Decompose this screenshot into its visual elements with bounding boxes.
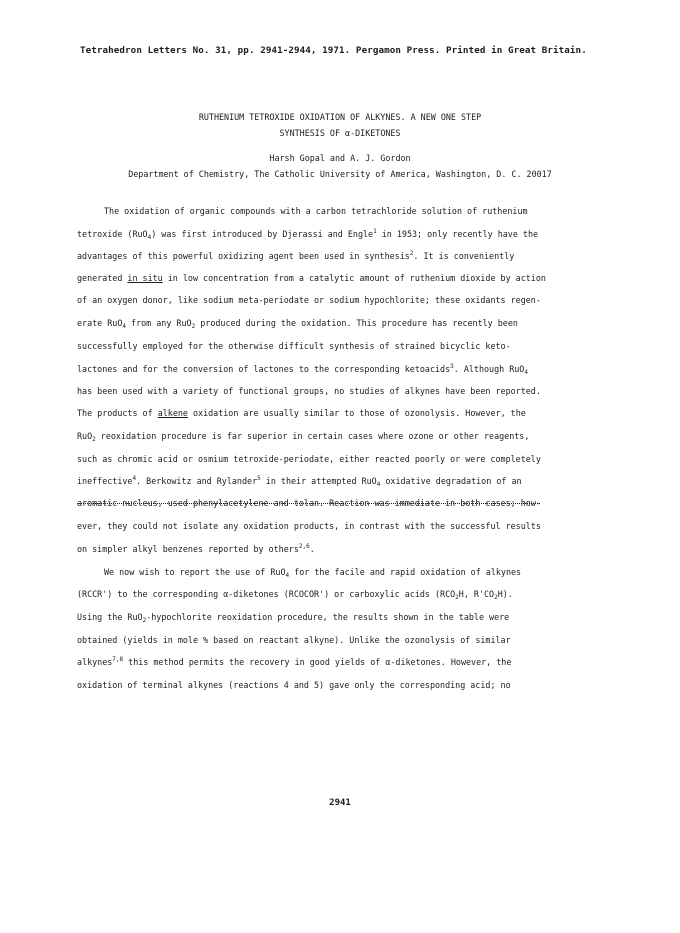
body-line: erate RuO$_4$ from any RuO$_2$ produced during the oxidation. This procedure has recently been — [77, 318, 518, 330]
body-line: successfully employed for the otherwise difficult synthesis of strained bicyclic keto- — [77, 341, 511, 351]
body-line: lactones and for the conversion of lactones to the corresponding ketoacids$^3$. Although RuO$_4$ — [77, 363, 528, 376]
body-line: advantages of this powerful oxidizing agent been used in synthesis$^2$. It is conveniently — [77, 250, 515, 261]
alkene-term: alkene — [157, 408, 188, 418]
in-situ-term: in situ — [127, 273, 163, 283]
body-line: ever, they could not isolate any oxidation products, in contrast with the successful results — [77, 521, 541, 531]
body-line: ineffective$^4$. Berkowitz and Rylander$^5$ in their attempted RuO$_4$ oxidative degradation of an — [77, 475, 522, 488]
body-line: Using the RuO$_2$-hypochlorite reoxidation procedure, the results shown in the table were — [77, 612, 510, 624]
body-line: alkynes$^{7,8}$ this method permits the recovery in good yields of α-diketones. However, the — [77, 656, 512, 667]
body-line: of an oxygen donor, like sodium meta-periodate or sodium hypochlorite; these oxidants regen- — [77, 295, 541, 305]
body-line: has been used with a variety of functional groups, no studies of alkynes have been reported. — [77, 386, 541, 396]
authors: Harsh Gopal and A. J. Gordon — [269, 153, 411, 163]
title-line-1: RUTHENIUM TETROXIDE OXIDATION OF ALKYNES. A NEW ONE STEP — [198, 112, 482, 122]
body-line: We now wish to report the use of RuO$_4$ for the facile and rapid oxidation of alkynes — [104, 567, 522, 579]
body-line: RuO$_2$ reoxidation procedure is far superior in certain cases where ozone or other reagents, — [77, 431, 530, 443]
body-line: oxidation of terminal alkynes (reactions 4 and 5) gave only the corresponding acid; no — [77, 680, 511, 690]
body-line: The products of alkene oxidation are usually similar to those of ozonolysis. However, the — [77, 408, 526, 418]
title-line-2: SYNTHESIS OF α-DIKETONES — [279, 128, 401, 138]
body-line: obtained (yields in mole % based on reactant alkyne). Unlike the ozonolysis of similar — [77, 635, 511, 645]
body-line: such as chromic acid or osmium tetroxide-periodate, either reacted poorly or were completely — [77, 454, 541, 464]
body-line: The oxidation of organic compounds with a carbon tetrachloride solution of ruthenium — [104, 206, 528, 216]
body-line: generated in situ in low concentration from a catalytic amount of ruthenium dioxide by action — [77, 273, 546, 283]
body-line: on simpler alkyl benzenes reported by others$^{2,6}$. — [77, 543, 315, 554]
affiliation: Department of Chemistry, The Catholic University of America, Washington, D. C. 20017 — [128, 169, 552, 179]
body-line: (RCCR') to the corresponding α-diketones (RCOCOR') or carboxylic acids ($RCO_2H$, $R'CO_2H$). — [77, 589, 513, 601]
journal-header: Tetrahedron Letters No. 31, pp. 2941-2944, 1971. Pergamon Press. Printed in Great Britain. — [80, 45, 587, 56]
page-number: 2941 — [329, 798, 351, 808]
body-line: tetroxide (RuO$_4$) was first introduced by Djerassi and Engle$^1$ in 1953; only recently have the — [77, 228, 539, 241]
body-line: aromatic nucleus, used phenylacetylene and tolan. Reaction was immediate in both cases; how- — [77, 498, 541, 508]
